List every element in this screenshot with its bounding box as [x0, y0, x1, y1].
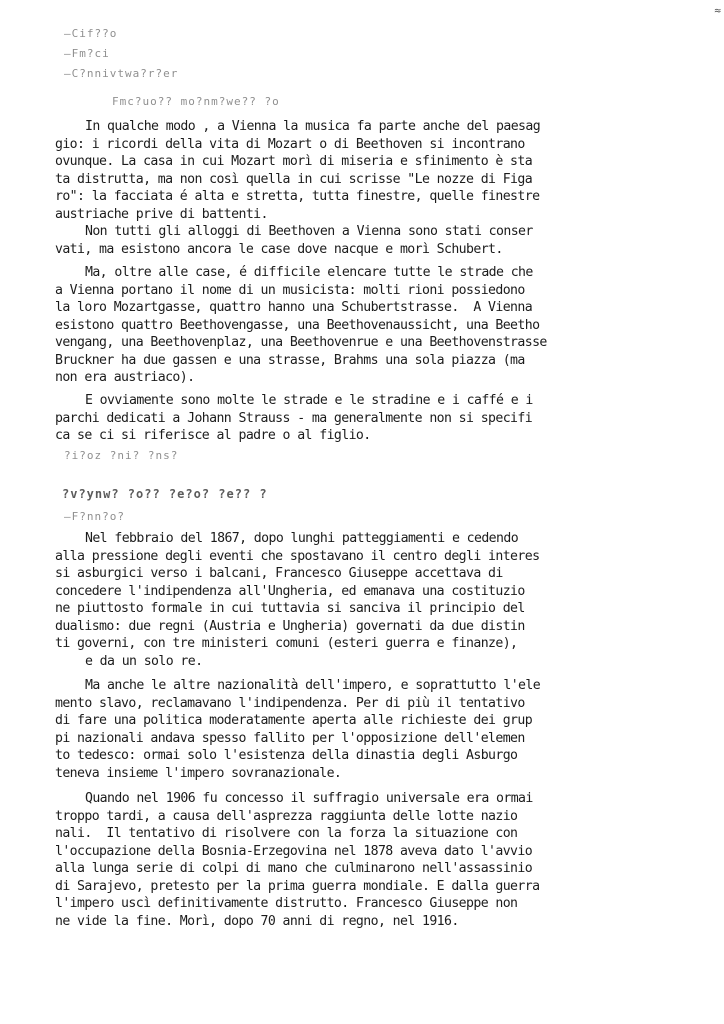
text-line: ro": la facciata é alta e stretta, tutta finestre, quelle finestre — [55, 189, 540, 204]
text-line: esistono quattro Beethovengasse, una Beethovenaussicht, una Beetho — [55, 317, 540, 333]
middle-note-2: ?v?ynw? ?o?? ?e?o? ?e?? ? — [62, 487, 268, 501]
text-line: parchi dedicati a Johann Strauss - ma generalmente non si specifi — [55, 410, 533, 426]
text-line: ta distrutta, ma non così quella in cui scrisse "Le nozze di Figa — [55, 171, 533, 187]
text-line: l'impero uscì definitivamente distrutto. Francesco Giuseppe non — [55, 896, 518, 911]
middle-note-1: ?i?oz ?ni? ?ns? — [64, 449, 179, 462]
text-line: ne vide la fine. Morì, dopo 70 anni di regno, nel 1916. — [55, 913, 459, 929]
paragraph-sarajevo — [55, 790, 655, 930]
text-line: austriache prive di battenti. — [55, 206, 268, 222]
text-line: e da un solo re. — [85, 653, 203, 669]
text-line: vati, ma esistono ancora le case dove nacque e morì Schubert. — [55, 241, 503, 257]
text-line: Ma, oltre alle case, é difficile elencare tutte le strade che — [85, 265, 533, 280]
text-line: concedere l'indipendenza all'Ungheria, ed emanava una costituzio — [55, 583, 525, 599]
text-line: pi nazionali andava spesso fallito per l'opposizione dell'elemen — [55, 730, 525, 746]
top-note-3: —C?nnivtwa?r?er — [64, 67, 179, 80]
text-line: ti governi, con tre ministeri comuni (esteri guerra e finanze), — [55, 636, 518, 651]
middle-note-3: —F?nn?o? — [64, 510, 125, 523]
corner-scribble-mark: ≈ — [714, 4, 720, 17]
text-line: In qualche modo , a Vienna la musica fa parte anche del paesag — [85, 119, 541, 134]
text-line: troppo tardi, a causa dell'asprezza raggiunta delle lotte nazio — [55, 808, 518, 824]
text-line: di fare una politica moderatamente aperta alle richieste dei grup — [55, 713, 533, 728]
text-line: nali. Il tentativo di risolvere con la forza la situazione con — [55, 826, 518, 841]
text-line: mento slavo, reclamavano l'indipendenza. Per di più il tentativo — [55, 695, 525, 711]
text-line: E ovviamente sono molte le strade e le stradine e i caffé e i — [85, 393, 533, 408]
text-line: non era austriaco). — [55, 370, 195, 385]
text-line: l'occupazione della Bosnia-Erzegovina nel 1878 aveva dato l'avvio — [55, 843, 533, 859]
text-line: Non tutti gli alloggi di Beethoven a Vienna sono stati conser — [85, 224, 533, 239]
text-line: a Vienna portano il nome di un musicista: molti rioni possiedono — [55, 282, 525, 298]
paragraph-dualism — [55, 530, 655, 670]
paragraph-nationalities — [55, 677, 655, 782]
text-line: alla pressione degli eventi che spostavano il centro degli interes — [55, 548, 540, 564]
paragraph-mozart-beethoven — [55, 118, 655, 223]
text-line: si asburgici verso i balcani, Francesco Giuseppe accettava di — [55, 566, 503, 581]
top-note-4: Fmc?uo?? mo?nm?we?? ?o — [112, 95, 280, 108]
text-line: ovunque. La casa in cui Mozart morì di miseria e sfinimento è sta — [55, 154, 533, 169]
text-line: ne piuttosto formale in cui tuttavia si sanciva il principio del — [55, 601, 525, 616]
text-line: gio: i ricordi della vita di Mozart o di Beethoven si incontrano — [55, 136, 525, 152]
text-line: Nel febbraio del 1867, dopo lunghi patteggiamenti e cedendo — [85, 531, 519, 546]
text-line: teneva insieme l'impero sovranazionale. — [55, 765, 342, 781]
text-line: Ma anche le altre nazionalità dell'impero, e soprattutto l'ele — [85, 678, 541, 693]
paragraph-strauss — [55, 392, 655, 445]
text-line: alla lunga serie di colpi di mano che culminarono nell'assassinio — [55, 861, 533, 876]
text-line: vengang, una Beethovenplaz, una Beethovenrue e una Beethovenstrasse — [55, 335, 547, 350]
text-line: ca se ci si riferisce al padre o al figlio. — [55, 428, 371, 443]
paragraph-streets — [55, 264, 655, 387]
text-line: to tedesco: ormai solo l'esistenza della dinastia degli Asburgo — [55, 748, 518, 763]
text-line: Bruckner ha due gassen e una strasse, Brahms una sola piazza (ma — [55, 352, 525, 368]
text-line: di Sarajevo, pretesto per la prima guerra mondiale. E dalla guerra — [55, 878, 540, 894]
text-line: Quando nel 1906 fu concesso il suffragio universale era ormai — [85, 791, 533, 806]
paragraph-schubert-houses — [55, 223, 655, 258]
text-line: dualismo: due regni (Austria e Ungheria) governati da due distin — [55, 618, 525, 634]
top-note-2: —Fm?ci — [64, 47, 110, 60]
text-line: la loro Mozartgasse, quattro hanno una Schubertstrasse. A Vienna — [55, 300, 533, 315]
top-note-1: —Cif??o — [64, 27, 118, 40]
